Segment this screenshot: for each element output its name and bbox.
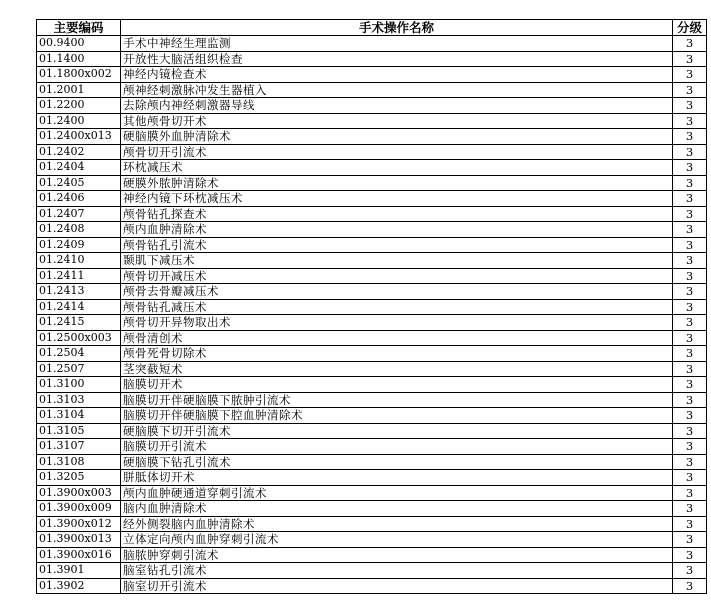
table-row (37, 268, 707, 284)
cell-name: 环枕减压术 (121, 160, 673, 176)
cell-grade: 3 (673, 206, 707, 222)
cell-name: 硬脑膜下切开引流术 (121, 423, 673, 439)
table-row (37, 501, 707, 517)
cell-grade: 3 (673, 315, 707, 331)
cell-grade: 3 (673, 392, 707, 408)
cell-grade: 3 (673, 237, 707, 253)
cell-grade: 3 (673, 439, 707, 455)
cell-grade: 3 (673, 408, 707, 424)
cell-grade: 3 (673, 485, 707, 501)
table-row (37, 485, 707, 501)
cell-code: 01.2402 (37, 144, 121, 160)
cell-grade: 3 (673, 377, 707, 393)
cell-name: 脑室切开引流术 (121, 578, 673, 594)
cell-name: 脑膜切开伴硬脑膜下脓肿引流术 (121, 392, 673, 408)
cell-grade: 3 (673, 330, 707, 346)
table-row (37, 578, 707, 594)
cell-code: 01.3902 (37, 578, 121, 594)
header-grade: 分级 (673, 20, 707, 36)
cell-code: 01.2406 (37, 191, 121, 207)
cell-code: 01.3901 (37, 563, 121, 579)
cell-grade: 3 (673, 361, 707, 377)
cell-name: 颅骨切开异物取出术 (121, 315, 673, 331)
cell-code: 01.2200 (37, 98, 121, 114)
cell-code: 00.9400 (37, 36, 121, 52)
cell-name: 脑室钻孔引流术 (121, 563, 673, 579)
cell-grade: 3 (673, 51, 707, 67)
header-code: 主要编码 (37, 20, 121, 36)
cell-code: 01.3108 (37, 454, 121, 470)
cell-code: 01.3900x009 (37, 501, 121, 517)
cell-name: 颅骨切开引流术 (121, 144, 673, 160)
cell-name: 脑内血肿清除术 (121, 501, 673, 517)
table-row (37, 330, 707, 346)
cell-code: 01.3105 (37, 423, 121, 439)
table-row (37, 253, 707, 269)
cell-name: 颅内血肿清除术 (121, 222, 673, 238)
cell-grade: 3 (673, 253, 707, 269)
cell-name: 胼胝体切开术 (121, 470, 673, 486)
cell-code: 01.2414 (37, 299, 121, 315)
cell-grade: 3 (673, 98, 707, 114)
table-row (37, 470, 707, 486)
cell-grade: 3 (673, 67, 707, 83)
cell-name: 颅骨清创术 (121, 330, 673, 346)
table-row (37, 516, 707, 532)
cell-code: 01.2405 (37, 175, 121, 191)
cell-code: 01.1400 (37, 51, 121, 67)
cell-name: 去除颅内神经刺激器导线 (121, 98, 673, 114)
cell-code: 01.2411 (37, 268, 121, 284)
cell-name: 茎突截短术 (121, 361, 673, 377)
cell-grade: 3 (673, 563, 707, 579)
cell-code: 01.2404 (37, 160, 121, 176)
table-row (37, 191, 707, 207)
cell-grade: 3 (673, 284, 707, 300)
cell-code: 01.3104 (37, 408, 121, 424)
cell-grade: 3 (673, 82, 707, 98)
table-row (37, 547, 707, 563)
table-row (37, 206, 707, 222)
table-row (37, 36, 707, 52)
cell-grade: 3 (673, 113, 707, 129)
table-row (37, 315, 707, 331)
cell-code: 01.2500x003 (37, 330, 121, 346)
cell-grade: 3 (673, 423, 707, 439)
cell-grade: 3 (673, 578, 707, 594)
cell-name: 脑脓肿穿刺引流术 (121, 547, 673, 563)
cell-grade: 3 (673, 36, 707, 52)
table-body (37, 36, 707, 594)
cell-code: 01.2504 (37, 346, 121, 362)
cell-code: 01.3107 (37, 439, 121, 455)
cell-code: 01.2410 (37, 253, 121, 269)
procedure-table (36, 19, 707, 594)
cell-name: 颅骨去骨瓣减压术 (121, 284, 673, 300)
table-row (37, 439, 707, 455)
cell-code: 01.3900x003 (37, 485, 121, 501)
cell-grade: 3 (673, 222, 707, 238)
cell-name: 颞肌下减压术 (121, 253, 673, 269)
table-row (37, 51, 707, 67)
cell-grade: 3 (673, 175, 707, 191)
cell-code: 01.3205 (37, 470, 121, 486)
cell-code: 01.3900x013 (37, 532, 121, 548)
table-row (37, 175, 707, 191)
cell-grade: 3 (673, 516, 707, 532)
table-row (37, 98, 707, 114)
table-row (37, 113, 707, 129)
cell-grade: 3 (673, 144, 707, 160)
cell-grade: 3 (673, 454, 707, 470)
table-row (37, 563, 707, 579)
cell-grade: 3 (673, 268, 707, 284)
cell-name: 颅神经刺激脉冲发生器植入 (121, 82, 673, 98)
cell-code: 01.2400x013 (37, 129, 121, 145)
table-row (37, 222, 707, 238)
table-row (37, 361, 707, 377)
cell-code: 01.2409 (37, 237, 121, 253)
cell-grade: 3 (673, 129, 707, 145)
cell-name: 其他颅骨切开术 (121, 113, 673, 129)
cell-code: 01.3103 (37, 392, 121, 408)
cell-code: 01.2408 (37, 222, 121, 238)
cell-code: 01.1800x002 (37, 67, 121, 83)
cell-name: 脑膜切开术 (121, 377, 673, 393)
cell-code: 01.2001 (37, 82, 121, 98)
cell-name: 颅内血肿硬通道穿刺引流术 (121, 485, 673, 501)
cell-code: 01.3100 (37, 377, 121, 393)
cell-name: 硬脑膜下钻孔引流术 (121, 454, 673, 470)
header-row (37, 20, 707, 36)
cell-code: 01.3900x012 (37, 516, 121, 532)
cell-name: 颅骨钻孔引流术 (121, 237, 673, 253)
cell-name: 硬脑膜外血肿清除术 (121, 129, 673, 145)
cell-grade: 3 (673, 470, 707, 486)
cell-name: 开放性大脑活组织检查 (121, 51, 673, 67)
table-row (37, 299, 707, 315)
cell-name: 颅骨切开减压术 (121, 268, 673, 284)
cell-code: 01.2413 (37, 284, 121, 300)
cell-name: 颅骨钻孔探查术 (121, 206, 673, 222)
cell-name: 立体定向颅内血肿穿刺引流术 (121, 532, 673, 548)
cell-code: 01.2407 (37, 206, 121, 222)
table-row (37, 346, 707, 362)
cell-grade: 3 (673, 191, 707, 207)
table-row (37, 392, 707, 408)
table-row (37, 82, 707, 98)
table-row (37, 454, 707, 470)
cell-name: 颅骨钻孔减压术 (121, 299, 673, 315)
cell-name: 手术中神经生理监测 (121, 36, 673, 52)
cell-grade: 3 (673, 501, 707, 517)
cell-name: 硬膜外脓肿清除术 (121, 175, 673, 191)
table-row (37, 377, 707, 393)
table-row (37, 67, 707, 83)
table-row (37, 532, 707, 548)
cell-code: 01.3900x016 (37, 547, 121, 563)
table-row (37, 129, 707, 145)
cell-code: 01.2507 (37, 361, 121, 377)
cell-name: 经外侧裂脑内血肿清除术 (121, 516, 673, 532)
cell-grade: 3 (673, 299, 707, 315)
cell-name: 神经内镜检查术 (121, 67, 673, 83)
table-row (37, 237, 707, 253)
cell-name: 脑膜切开引流术 (121, 439, 673, 455)
cell-grade: 3 (673, 547, 707, 563)
cell-code: 01.2400 (37, 113, 121, 129)
header-name: 手术操作名称 (121, 20, 673, 36)
cell-grade: 3 (673, 346, 707, 362)
table-row (37, 144, 707, 160)
cell-name: 脑膜切开伴硬脑膜下腔血肿清除术 (121, 408, 673, 424)
table-row (37, 408, 707, 424)
cell-code: 01.2415 (37, 315, 121, 331)
table-row (37, 160, 707, 176)
cell-name: 颅骨死骨切除术 (121, 346, 673, 362)
cell-grade: 3 (673, 160, 707, 176)
cell-name: 神经内镜下环枕减压术 (121, 191, 673, 207)
cell-grade: 3 (673, 532, 707, 548)
table-row (37, 284, 707, 300)
table-row (37, 423, 707, 439)
